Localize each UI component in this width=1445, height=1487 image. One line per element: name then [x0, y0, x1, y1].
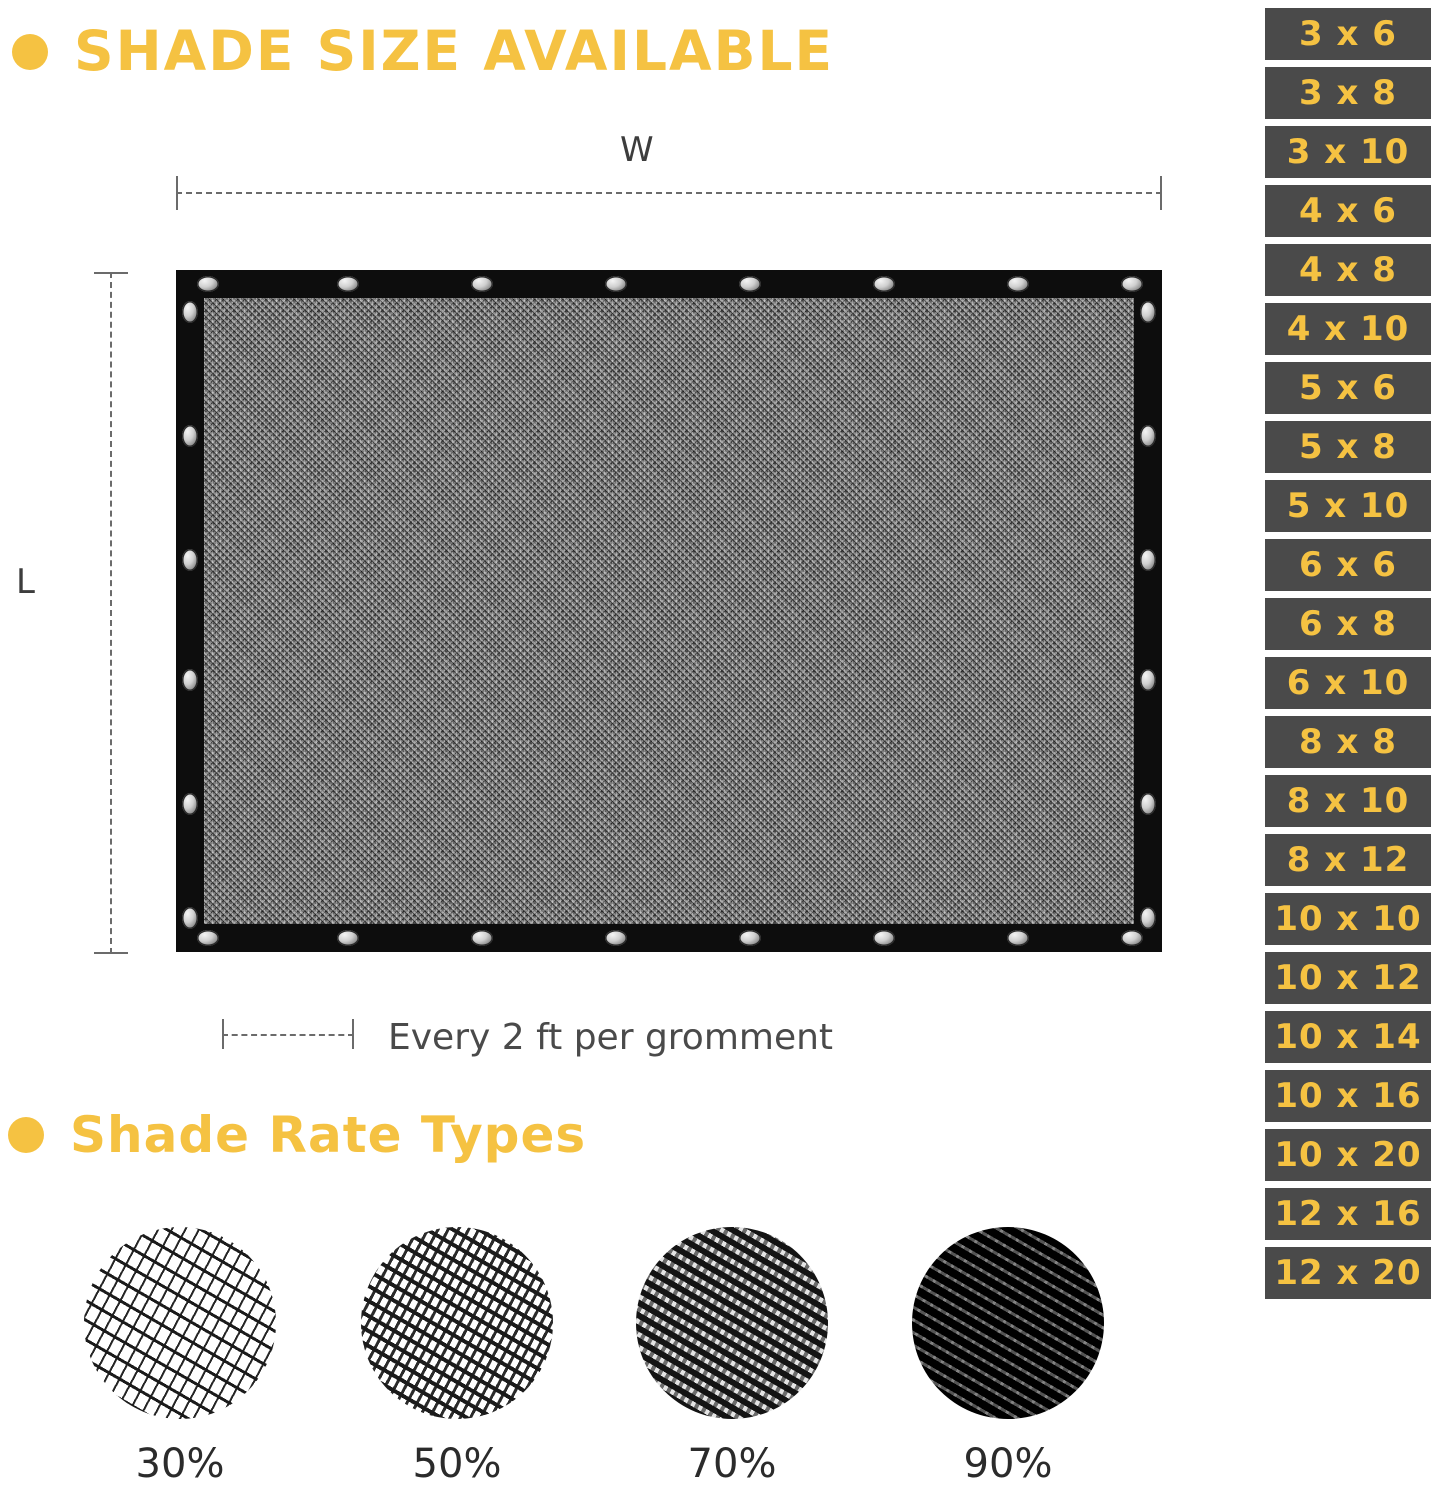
- size-chip[interactable]: 4 x 6: [1265, 185, 1431, 237]
- shade-mesh-fabric: [204, 298, 1134, 924]
- grommet: [605, 276, 627, 292]
- size-chip[interactable]: 5 x 8: [1265, 421, 1431, 473]
- grommet: [1140, 301, 1156, 323]
- grommet: [182, 301, 198, 323]
- shade-rate-swatch-90: [912, 1227, 1104, 1419]
- length-dimension-label: L: [16, 562, 35, 602]
- size-chip[interactable]: 12 x 16: [1265, 1188, 1431, 1240]
- shade-rate-item-90: [908, 1227, 1108, 1487]
- grommet: [182, 793, 198, 815]
- grommet: [182, 549, 198, 571]
- grommet: [197, 930, 219, 946]
- grommet-spacing-tick-left: [222, 1019, 224, 1049]
- grommet: [197, 276, 219, 292]
- size-chip[interactable]: 4 x 8: [1265, 244, 1431, 296]
- size-chip[interactable]: 4 x 10: [1265, 303, 1431, 355]
- width-dimension-tick-right: [1160, 176, 1162, 210]
- grommet: [873, 276, 895, 292]
- grommet-spacing-tick-right: [352, 1019, 354, 1049]
- size-list: [1265, 8, 1431, 1299]
- size-chip[interactable]: 8 x 8: [1265, 716, 1431, 768]
- grommet: [1140, 549, 1156, 571]
- shade-rate-label-70: 70%: [687, 1441, 777, 1487]
- shade-rate-swatch-30: [84, 1227, 276, 1419]
- shade-rate-item-30: [80, 1227, 280, 1487]
- shade-rate-heading-label: Shade Rate Types: [70, 1106, 587, 1164]
- shade-rate-item-70: [632, 1227, 832, 1487]
- shade-rate-label-30: 30%: [135, 1441, 225, 1487]
- shade-panel-border: [176, 270, 1162, 952]
- size-chip[interactable]: 12 x 20: [1265, 1247, 1431, 1299]
- width-dimension-line: [176, 192, 1162, 194]
- width-dimension-label: W: [620, 130, 654, 170]
- size-chip[interactable]: 8 x 12: [1265, 834, 1431, 886]
- grommet: [739, 276, 761, 292]
- shade-rate-heading: [8, 1106, 587, 1164]
- grommet: [182, 907, 198, 929]
- grommet: [739, 930, 761, 946]
- length-dimension-tick-top: [94, 272, 128, 274]
- size-chip[interactable]: 10 x 10: [1265, 893, 1431, 945]
- size-chip[interactable]: 3 x 10: [1265, 126, 1431, 178]
- grommet: [1140, 793, 1156, 815]
- shade-rate-item-50: [357, 1227, 557, 1487]
- bullet-icon: [8, 1117, 44, 1153]
- size-chip[interactable]: 6 x 10: [1265, 657, 1431, 709]
- bullet-icon: [12, 34, 48, 70]
- size-chip[interactable]: 6 x 8: [1265, 598, 1431, 650]
- grommet: [337, 276, 359, 292]
- grommet: [1140, 907, 1156, 929]
- width-dimension-tick-left: [176, 176, 178, 210]
- grommet: [182, 425, 198, 447]
- size-chip[interactable]: 3 x 8: [1265, 67, 1431, 119]
- grommet: [1121, 276, 1143, 292]
- grommet: [337, 930, 359, 946]
- length-dimension-tick-bottom: [94, 952, 128, 954]
- grommet: [471, 930, 493, 946]
- shade-rate-label-90: 90%: [963, 1441, 1053, 1487]
- size-chip[interactable]: 10 x 12: [1265, 952, 1431, 1004]
- grommet: [605, 930, 627, 946]
- shade-rate-swatch-50: [361, 1227, 553, 1419]
- size-chip[interactable]: 8 x 10: [1265, 775, 1431, 827]
- grommet: [873, 930, 895, 946]
- shade-size-heading: [12, 19, 835, 83]
- length-dimension-line: [110, 272, 112, 954]
- size-chip[interactable]: 10 x 16: [1265, 1070, 1431, 1122]
- size-chip[interactable]: 3 x 6: [1265, 8, 1431, 60]
- grommet: [1140, 425, 1156, 447]
- size-chip[interactable]: 6 x 6: [1265, 539, 1431, 591]
- grommet: [182, 669, 198, 691]
- shade-size-heading-label: SHADE SIZE AVAILABLE: [74, 19, 835, 83]
- shade-rate-label-50: 50%: [412, 1441, 502, 1487]
- size-chip[interactable]: 5 x 10: [1265, 480, 1431, 532]
- size-chip[interactable]: 10 x 14: [1265, 1011, 1431, 1063]
- shade-panel-diagram: [176, 270, 1162, 952]
- grommet: [471, 276, 493, 292]
- size-chip[interactable]: 10 x 20: [1265, 1129, 1431, 1181]
- grommet-spacing-caption: Every 2 ft per gromment: [388, 1017, 834, 1058]
- grommet: [1121, 930, 1143, 946]
- grommet-spacing-line: [222, 1034, 354, 1036]
- grommet: [1140, 669, 1156, 691]
- shade-rate-swatch-70: [636, 1227, 828, 1419]
- size-chip[interactable]: 5 x 6: [1265, 362, 1431, 414]
- grommet: [1007, 276, 1029, 292]
- grommet: [1007, 930, 1029, 946]
